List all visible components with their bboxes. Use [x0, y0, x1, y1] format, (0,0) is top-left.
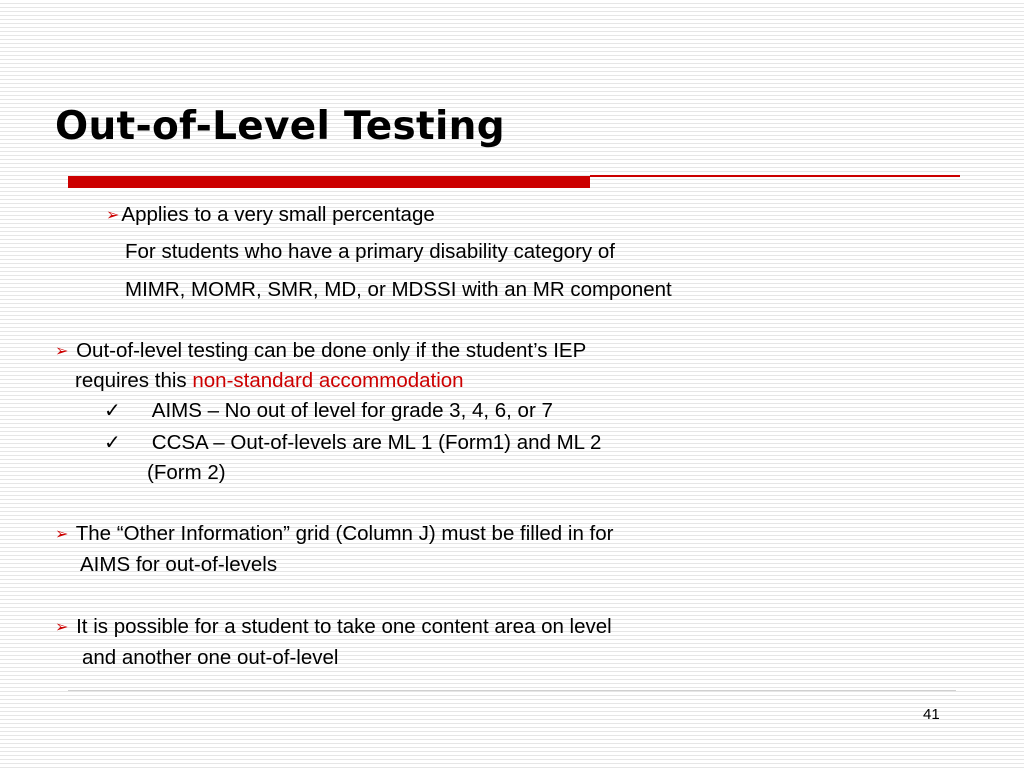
bullet-text: Applies to a very small percentage: [121, 203, 435, 226]
bullet-1-line-3: MIMR, MOMR, SMR, MD, or MDSSI with an MR component: [125, 278, 672, 301]
bullet-3-line-2: AIMS for out-of-levels: [80, 553, 278, 576]
bullet-4-line-2: and another one out-of-level: [82, 646, 339, 669]
title-underline-thin: [590, 175, 960, 177]
arrow-bullet-icon: ➢: [55, 526, 69, 543]
arrow-bullet-icon: ➢: [106, 207, 120, 224]
bullet-text: requires this: [75, 369, 193, 392]
sub-bullet-aims: [104, 399, 553, 423]
bullet-1-line-2: For students who have a primary disability category of: [125, 240, 615, 263]
page-number: 41: [923, 706, 940, 723]
bullet-2-line-1: [55, 339, 586, 365]
sub-bullet-text: CCSA – Out-of-levels are ML 1 (Form1) and ML 2: [151, 431, 602, 454]
checkmark-icon: ✓: [104, 432, 121, 454]
bullet-text: The “Other Information” grid (Column J) must be filled in for: [75, 522, 614, 545]
bullet-4-line-1: [55, 615, 612, 641]
footer-divider: [68, 690, 956, 691]
bullet-1-line-1: [106, 203, 435, 229]
bullet-2-line-2: [75, 369, 464, 393]
bullet-3-line-1: [55, 522, 613, 548]
checkmark-icon: ✓: [104, 400, 121, 422]
arrow-bullet-icon: ➢: [55, 619, 69, 636]
sub-bullet-ccsa: [104, 431, 601, 455]
sub-bullet-text: AIMS – No out of level for grade 3, 4, 6, or 7: [151, 399, 553, 422]
bullet-text: It is possible for a student to take one content area on level: [76, 615, 612, 638]
title-underline-thick: [68, 176, 590, 188]
sub-bullet-ccsa-line-2: (Form 2): [147, 461, 226, 484]
highlighted-text: non-standard accommodation: [192, 369, 464, 392]
arrow-bullet-icon: ➢: [55, 343, 69, 360]
bullet-text: Out-of-level testing can be done only if the student’s IEP: [76, 339, 587, 362]
slide-title: Out-of-Level Testing: [55, 104, 505, 149]
